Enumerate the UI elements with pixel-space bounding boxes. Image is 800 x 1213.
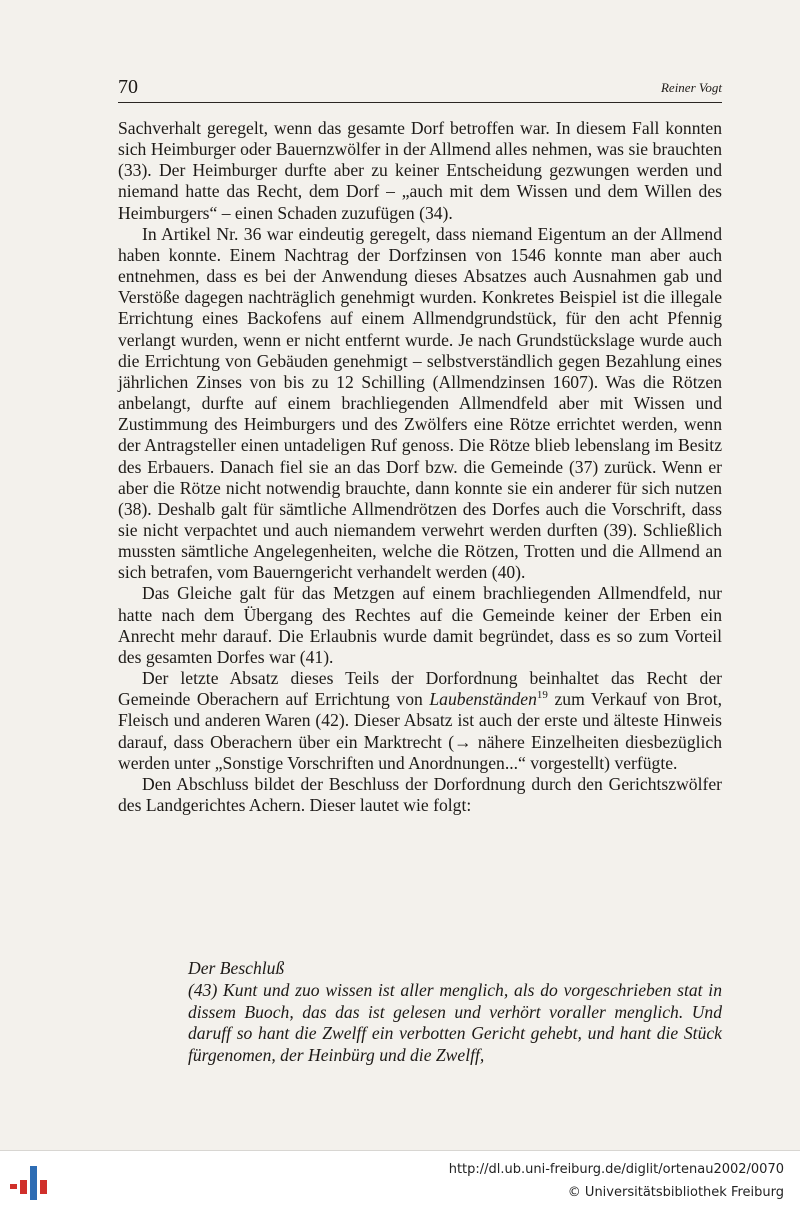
quote-text: (43) Kunt und zuo wissen ist aller menglich, als do vorgeschrieben stat in dissem Buoch, das das ist gelesen und verhört voraller menglich. Und daruff so hant die Zwelff ein verbotten Gericht gehebt, und hant die Stück fürgenomen, der Heinbürg und die Zwelff, (188, 979, 722, 1066)
page-header (118, 76, 722, 103)
page-number: 70 (118, 76, 138, 98)
paragraph-4-text-a: Der letzte Absatz dieses Teils der Dorfordnung beinhaltet das Recht der Gemeinde Oberachern auf Errichtung von (118, 668, 722, 710)
ub-freiburg-logo-icon[interactable] (10, 1164, 50, 1202)
viewer-footer (0, 1150, 800, 1213)
body-text (118, 118, 722, 816)
paragraph-4 (118, 668, 722, 774)
running-head: Reiner Vogt (660, 80, 722, 95)
paragraph-4-text-b: zum Verkauf von Brot, Fleisch und anderen Waren (42). Dieser Absatz ist auch der erste und älteste Hinweis darauf, dass Oberachern über ein Marktrecht (→ nähere Einzelheiten diesbezüglich werden unter „Sonstige Vorschriften und Anordnungen...“ vorgestellt) verfügte. (118, 689, 722, 773)
footnote-marker[interactable]: 19 (536, 689, 548, 702)
permalink-url[interactable]: http://dl.ub.uni-freiburg.de/diglit/ortenau2002/0070 (448, 1162, 784, 1177)
quoted-resolution (188, 958, 722, 1067)
copyright-notice: © Universitätsbibliothek Freiburg (567, 1185, 784, 1200)
paragraph-5: Den Abschluss bildet der Beschluss der Dorfordnung durch den Gerichtszwölfer des Landgerichtes Achern. Dieser lautet wie folgt: (118, 773, 722, 815)
quote-heading: Der Beschluß (188, 958, 285, 978)
paragraph-1: Sachverhalt geregelt, wenn das gesamte Dorf betroffen war. In diesem Fall konnten sich Heimburger oder Bauernzwölfer in der Allmend alles nehmen, was sie brauchten (33). Der Heimburger durfte aber zu keiner Entscheidung gezwungen werden und niemand hatte das Recht, dem Dorf – „auch mit dem Wissen und dem Willen des Heimburgers“ – einen Schaden zuzufügen (34). (118, 118, 722, 223)
paragraph-4-italic-term: Laubenständen (429, 689, 537, 710)
paragraph-2: In Artikel Nr. 36 war eindeutig geregelt, dass niemand Eigentum an der Allmend haben konnte. Einem Nachtrag der Dorfzinsen von 1546 konnte man aber auch entnehmen, dass es bei der Anwendung dieses Absatzes auch Ausnahmen gab und Verstöße dagegen nachträglich genehmigt wurden. Konkretes Beispiel ist die illegale Errichtung eines Backofens auf einem Allmendgrundstück, für den acht Pfennig verlangt wurden, wenn er nicht entfernt wurde. Je nach Grundstückslage wurde auch die Errichtung von Gebäuden genehmigt – selbstverständlich gegen Bezahlung eines jährlichen Zinses von bis zu 12 Schilling (Allmendzinsen 1607). Was die Rötzen anbelangt, durfte auf einem brachliegenden Allmendfeld aber mit Wissen und Zustimmung des Heimburgers und des Zwölfers eine Rötze errichtet werden, wenn der Antragsteller einen untadeligen Ruf genoss. Die Rötze blieb lebenslang im Besitz des Erbauers. Danach fiel sie an das Dorf bzw. die Gemeinde (37) zurück. Wenn er aber die Rötze nicht notwendig brauchte, dann konnte sie ein anderer für sich nutzen (38). Deshalb galt für sämtliche Allmendrötzen des Dorfes auch die Vorschrift, dass sie nicht verpachtet und auch niemandem verwehrt werden durften (39). Schließlich mussten sämtliche Angelegenheiten, welche die Rötzen, Trotten und die Allmend an sich betrafen, vom Bauerngericht verhandelt werden (40). (118, 223, 722, 583)
paragraph-3: Das Gleiche galt für das Metzgen auf einem brachliegenden Allmendfeld, nur hatte nach dem Übergang des Rechtes auf die Gemeinde keiner der Erben ein Anrecht mehr darauf. Die Erlaubnis wurde damit begründet, dass es so zum Vorteil des gesamten Dorfes war (41). (118, 583, 722, 667)
